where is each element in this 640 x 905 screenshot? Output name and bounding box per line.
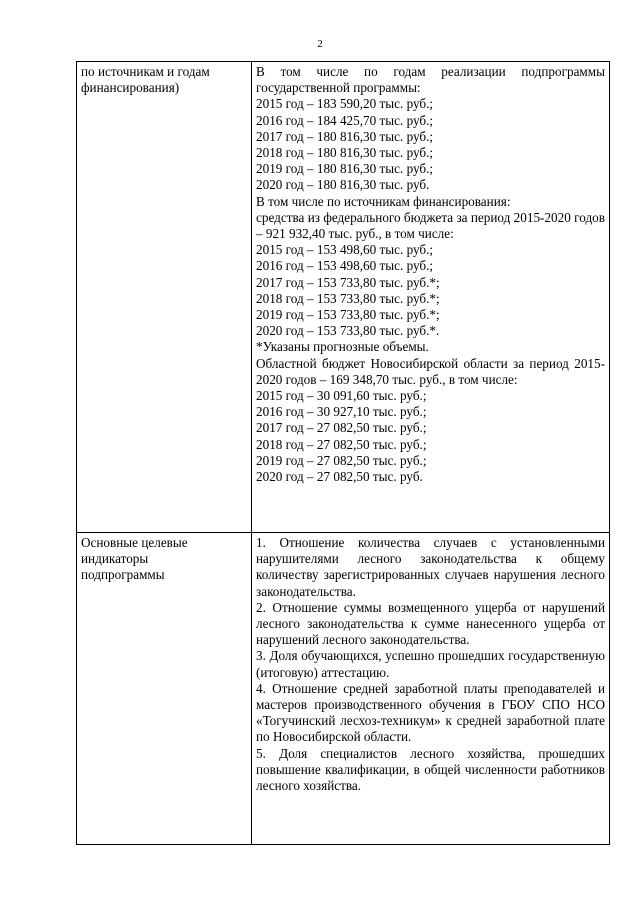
indicator-item: 3. Доля обучающихся, успешно прошедших государственную (итоговую) аттестацию. (256, 648, 605, 680)
financing-label-line: финансирования) (81, 80, 180, 96)
regional-year-amount: 2019 год – 27 082,50 тыс. руб.; (256, 452, 427, 468)
year-amount: 2016 год – 184 425,70 тыс. руб.; (256, 112, 434, 128)
indicators-label-line: подпрограммы (81, 567, 165, 583)
federal-year-amount: 2015 год – 153 498,60 тыс. руб.; (256, 242, 434, 258)
indicators-row (77, 533, 610, 845)
year-amount: 2018 год – 180 816,30 тыс. руб.; (256, 145, 434, 161)
year-amount: 2015 год – 183 590,20 тыс. руб.; (256, 96, 434, 112)
federal-year-amount: 2017 год – 153 733,80 тыс. руб.*; (256, 274, 440, 290)
regional-heading: Областной бюджет Новосибирской области за период 2015-2020 годов – 169 348,70 тыс. руб., в том числе: (256, 355, 605, 387)
indicator-item: 2. Отношение суммы возмещенного ущерба от нарушений лесного законодательства к сумме нанесенного ущерба от нарушений лесного законодательства. (256, 599, 605, 648)
regional-year-amount: 2016 год – 30 927,10 тыс. руб.; (256, 404, 427, 420)
years-heading: В том числе по годам реализации подпрограммы государственной программы: (256, 64, 605, 96)
year-amount: 2019 год – 180 816,30 тыс. руб.; (256, 161, 434, 177)
regional-year-amount: 2015 год – 30 091,60 тыс. руб.; (256, 388, 427, 404)
regional-year-amount: 2020 год – 27 082,50 тыс. руб. (256, 469, 423, 485)
indicators-label-cell (77, 533, 252, 845)
indicators-label-line: индикаторы (81, 551, 149, 567)
federal-heading: средства из федерального бюджета за период 2015-2020 годов – 921 932,40 тыс. руб., в том числе: (256, 209, 605, 242)
indicator-item: 5. Доля специалистов лесного хозяйства, прошедших повышение квалификации, в общей численности работников лесного хозяйства. (256, 745, 605, 794)
indicators-content-cell (252, 533, 610, 845)
federal-year-amount: 2016 год – 153 498,60 тыс. руб.; (256, 258, 434, 274)
financing-row (77, 62, 610, 533)
federal-year-amount: 2018 год – 153 733,80 тыс. руб.*; (256, 290, 440, 306)
forecast-note: *Указаны прогнозные объемы. (256, 339, 429, 355)
federal-year-amount: 2019 год – 153 733,80 тыс. руб.*; (256, 307, 440, 323)
year-amount: 2017 год – 180 816,30 тыс. руб.; (256, 128, 434, 144)
federal-year-amount: 2020 год – 153 733,80 тыс. руб.*. (256, 323, 440, 339)
indicator-item: 1. Отношение количества случаев с установленными нарушителями лесного законодательства к общему количеству зарегистрированных случаев нарушения лесного законодательства. (256, 535, 605, 599)
indicators-label-line: Основные целевые (81, 535, 188, 550)
indicator-item: 4. Отношение средней заработной платы преподавателей и мастеров производственного обучения в ГБОУ СПО НСО «Тогучинский лесхоз-техникум» к средней заработной плате по Новосибирской области. (256, 680, 605, 745)
regional-year-amount: 2018 год – 27 082,50 тыс. руб.; (256, 436, 427, 452)
financing-content-cell (252, 62, 610, 533)
regional-year-amount: 2017 год – 27 082,50 тыс. руб.; (256, 420, 427, 436)
year-amount: 2020 год – 180 816,30 тыс. руб. (256, 177, 430, 193)
financing-label-line: по источникам и годам (81, 64, 210, 79)
financing-label-cell (77, 62, 252, 533)
sources-heading: В том числе по источникам финансирования: (256, 193, 511, 209)
passport-table (76, 61, 610, 845)
page-number: 2 (317, 38, 323, 50)
